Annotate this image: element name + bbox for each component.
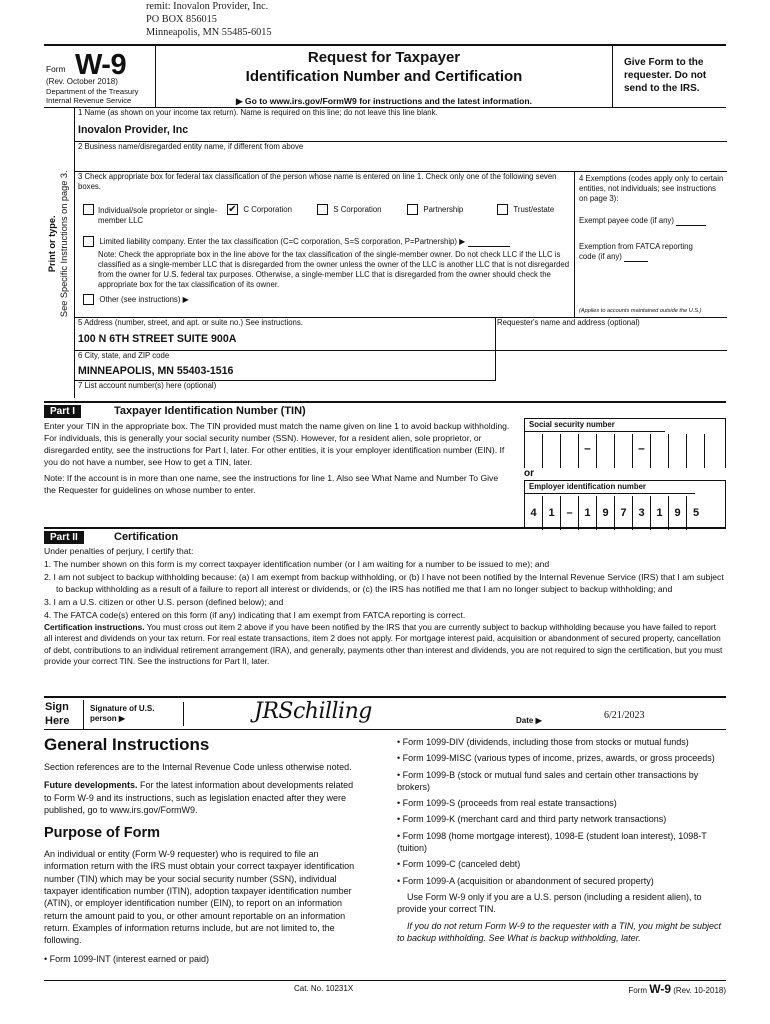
use-form-text: Use Form W-9 only if you are a U.S. person (including a resident alien), to provide your correct TIN.	[397, 891, 702, 915]
fatca-note: (Applies to accounts maintained outside the U.S.)	[579, 308, 702, 314]
ein-digit[interactable]: 9	[669, 496, 687, 530]
purpose-text: An individual or entity (Form W-9 requester) who is required to file an information return with the IRS must obtain your correct taxpayer identification number (TIN) which may be your social security number (SSN), individual taxpayer identification number (ITIN), adoption taxpayer identification number (ATIN), or employer identification number (EIN), to report on an information return the amount paid to you, or other amount reportable on an information return. Examples of information returns include, but are not limited to, the following.	[44, 849, 355, 946]
ssn-label: Social security number	[525, 419, 665, 432]
trust-option[interactable]	[497, 204, 554, 215]
section-references: Section references are to the Internal Revenue Code unless otherwise noted.	[44, 762, 352, 772]
or-label: or	[524, 468, 534, 479]
future-developments-bold: Future developments.	[44, 780, 138, 791]
llc-classification-input[interactable]	[468, 246, 510, 247]
tax-classification-area	[75, 172, 727, 318]
s-corp-label: S Corporation	[333, 205, 382, 214]
individual-option[interactable]	[83, 204, 94, 215]
form-bullet: • Form 1099-DIV (dividends, including those from stocks or mutual funds)	[397, 737, 689, 747]
part1-tag: Part I	[44, 405, 81, 418]
part1-title: Taxpayer Identification Number (TIN)	[114, 405, 306, 417]
part2-title: Certification	[114, 531, 179, 543]
side-label-text	[47, 123, 71, 365]
c-corp-option[interactable]	[227, 204, 292, 215]
ssn-cell[interactable]	[615, 434, 633, 468]
line5-label: 5 Address (number, street, and apt. or suite no.) See instructions.	[78, 318, 303, 327]
instructions-right-column	[397, 736, 727, 948]
remit-address	[146, 0, 272, 39]
ein-digit[interactable]: 4	[525, 496, 543, 530]
ssn-cells[interactable]	[525, 434, 723, 468]
llc-note: Note: Check the appropriate box in the line above for the tax classification of the single-member owner. Do not check LLC if the LLC is classified as a single-member LLC that is disregarded from the owner unless the owner of the LLC is another LLC that is not disregarded from the owner for U.S. federal tax purposes. Otherwise, a single-member LLC that is disregarded from the owner should check the appropriate box for the tax classification of its owner.	[98, 250, 570, 289]
backup-withholding-text: If you do not return Form W-9 to the requester with a TIN, you might be subject to backup withholding. See What is backup withholding, later.	[397, 920, 721, 943]
exempt-payee-input[interactable]	[676, 225, 706, 226]
trust-label: Trust/estate	[513, 205, 555, 214]
form-word: Form	[46, 64, 66, 74]
form-title-line1: Request for Taxpayer	[307, 49, 461, 66]
line1-label: 1 Name (as shown on your income tax return). Name is required on this line; do not leave this line blank.	[78, 108, 438, 117]
form-bullet: • Form 1099-K (merchant card and third party network transactions)	[397, 814, 667, 825]
side-label-rest: See Specific Instructions on page 3.	[59, 170, 69, 318]
ssn-cell[interactable]	[525, 434, 543, 468]
sign-here-label: Sign Here	[44, 700, 84, 730]
ein-label: Employer identification number	[525, 481, 695, 494]
part1-paragraph: Enter your TIN in the appropriate box. The TIN provided must match the name given on line 1 to avoid backup withholding. For individuals, this is generally your social security number (SSN). However, for a resident alien, sole proprietor, or disregarded entity, see the instructions for Part I, later. For other entities, it is your employer identification number (EIN). If you do not have a number, see How to get a TIN, later.	[44, 421, 510, 467]
partnership-option[interactable]	[407, 204, 463, 215]
exemptions-title: 4 Exemptions (codes apply only to certain entities, not individuals; see instructions on page 3):	[579, 174, 724, 203]
remit-line: PO BOX 856015	[146, 14, 217, 25]
date-value[interactable]: 6/21/2023	[604, 710, 645, 721]
signature-label: Signature of U.S. person ▶	[90, 704, 155, 723]
ein-digit[interactable]: 3	[633, 496, 651, 530]
give-form-note: Give Form to the requester. Do not send to the IRS.	[612, 46, 726, 107]
line3-classification	[75, 172, 575, 318]
llc-option[interactable]	[83, 236, 510, 247]
part1-note: Note: If the account is in more than one name, see the instructions for line 1. Also see What Name and Number To Give the Requester for guidelines on whose number to enter.	[44, 473, 499, 495]
form-id-block	[44, 46, 156, 107]
ein-digit[interactable]: 1	[579, 496, 597, 530]
part2-tag: Part II	[44, 531, 84, 544]
ssn-dash: –	[579, 434, 597, 468]
s-corp-checkbox[interactable]	[317, 204, 328, 215]
ein-cells[interactable]	[525, 496, 705, 530]
line6-value[interactable]: MINNEAPOLIS, MN 55403-1516	[78, 365, 234, 377]
ein-digit[interactable]: 1	[651, 496, 669, 530]
line7-account	[75, 381, 727, 398]
line4-exemptions	[575, 172, 727, 318]
part1-header	[44, 401, 726, 417]
line5-value[interactable]: 100 N 6TH STREET SUITE 900A	[78, 333, 237, 345]
other-option[interactable]	[83, 294, 189, 305]
ein-box	[524, 480, 726, 528]
department-line: Internal Revenue Service	[46, 96, 132, 105]
partnership-checkbox[interactable]	[407, 204, 418, 215]
requester-label: Requester's name and address (optional)	[497, 318, 640, 327]
line1-value[interactable]: Inovalon Provider, Inc	[78, 124, 189, 136]
form-title-line2: Identification Number and Certification	[245, 68, 523, 85]
ssn-cell[interactable]	[561, 434, 579, 468]
instructions-left-column	[44, 733, 362, 971]
individual-label: Individual/sole proprietor or single-member LLC	[98, 206, 218, 225]
line3-label: 3 Check appropriate box for federal tax classification of the person whose name is entered on line 1. Check only one of the following seven boxes.	[78, 172, 557, 191]
footer-form-name: W-9	[649, 982, 671, 996]
ein-digit[interactable]: 7	[615, 496, 633, 530]
ein-digit[interactable]: 9	[597, 496, 615, 530]
date-label: Date ▶	[516, 716, 542, 725]
fatca-label: Exemption from FATCA reporting code (if any)	[579, 242, 693, 261]
catalog-number: Cat. No. 10231X	[294, 984, 354, 993]
department	[46, 87, 138, 105]
ssn-box	[524, 418, 726, 468]
individual-checkbox[interactable]	[83, 204, 94, 215]
form-bullet: • Form 1099-S (proceeds from real estate transactions)	[397, 798, 617, 809]
cert-item: 4. The FATCA code(s) entered on this form (if any) indicating that I am exempt from FATCA reporting is correct.	[44, 610, 466, 620]
future-developments	[44, 779, 362, 816]
purpose-title: Purpose of Form	[44, 825, 161, 842]
footer-form-id	[628, 982, 726, 997]
fatca-row	[579, 242, 705, 262]
ssn-cell[interactable]	[669, 434, 687, 468]
ein-dash: –	[561, 496, 579, 530]
bullet-1099-int: • Form 1099-INT (interest earned or paid)	[44, 953, 210, 964]
other-checkbox[interactable]	[83, 294, 94, 305]
exempt-payee-label: Exempt payee code (if any)	[579, 216, 674, 225]
ssn-cell[interactable]	[543, 434, 561, 468]
form-revision: (Rev. October 2018)	[46, 77, 118, 86]
fatca-input[interactable]	[624, 261, 648, 262]
instructions-link-text: ▶ Go to www.irs.gov/FormW9 for instructions and the latest information.	[235, 96, 533, 106]
trust-checkbox[interactable]	[497, 204, 508, 215]
llc-checkbox[interactable]	[83, 236, 94, 247]
llc-label: Limited liability company. Enter the tax classification (C=C corporation, S=S corporation, P=Partnership) ▶	[99, 237, 466, 246]
cert-instructions-bold: Certification instructions.	[44, 622, 145, 632]
c-corp-label: C Corporation	[243, 205, 292, 214]
cert-item: 2. I am not subject to backup withholding because: (a) I am exempt from backup withholding, or (b) I have not been notified by the Internal Revenue Service (IRS) that I am subject to backup withholding as a result of a failure to report all interest or dividends, or (c) the IRS has notified me that I am no longer subject to backup withholding; and	[44, 572, 724, 594]
ein-digit[interactable]: 5	[692, 507, 700, 519]
c-corp-checkbox[interactable]: ✔	[228, 204, 237, 216]
form-bullet: • Form 1099-A (acquisition or abandonment of secured property)	[397, 875, 654, 886]
line6-label: 6 City, state, and ZIP code	[78, 351, 170, 360]
ssn-dash: –	[633, 434, 651, 468]
signature-field[interactable]: JRSchilling	[254, 699, 372, 724]
part2-header	[44, 527, 726, 543]
line6-city	[75, 351, 495, 381]
line2-label: 2 Business name/disregarded entity name, if different from above	[78, 142, 304, 151]
form-bullet: • Form 1098 (home mortgage interest), 1098-E (student loan interest), 1098-T (tuition)	[397, 830, 707, 854]
partnership-label: Partnership	[423, 205, 464, 214]
form-name: W-9	[75, 49, 127, 81]
certification-body	[44, 545, 726, 669]
ssn-cell[interactable]	[597, 434, 615, 468]
form-bullet: • Form 1099-B (stock or mutual fund sales and certain other transactions by brokers)	[397, 769, 699, 792]
cert-instructions	[44, 622, 726, 668]
ein-digit[interactable]: 1	[543, 496, 561, 530]
side-label-bold: Print or type.	[47, 215, 58, 273]
form-bullet: • Form 1099-MISC (various types of income, prizes, awards, or gross proceeds)	[397, 753, 715, 764]
ssn-cell[interactable]	[651, 434, 669, 468]
department-line: Department of the Treasury	[46, 87, 139, 96]
remit-line: remit: Inovalon Provider, Inc.	[146, 1, 269, 12]
cert-item: 1. The number shown on this form is my correct taxpayer identification number (or I am waiting for a number to be issued to me); and	[44, 559, 550, 569]
cert-instructions-text: You must cross out item 2 above if you have been notified by the IRS that you are currently subject to backup withholding because you have failed to report all interest and dividends on your tax return. For real estate transactions, item 2 does not apply. For mortgage interest paid, acquisition or abandonment of secured property, cancellation of debt, contributions to an individual retirement arrangement (IRA), and generally, payments other than interest and dividends, you are not required to sign the certification, but you must provide your correct TIN. See the instructions for Part II, later.	[44, 622, 723, 667]
form-bullet: • Form 1099-C (canceled debt)	[397, 859, 521, 870]
ssn-cell[interactable]	[687, 434, 705, 468]
footer-revision: (Rev. 10-2018)	[673, 986, 726, 995]
taxpayer-fields	[74, 108, 726, 398]
general-instructions-title: General Instructions	[44, 735, 210, 754]
cert-item: 3. I am a U.S. citizen or other U.S. person (defined below); and	[44, 597, 284, 607]
s-corp-option[interactable]	[317, 204, 382, 215]
line1-name	[75, 108, 727, 142]
page-footer	[44, 980, 726, 994]
form-title-block	[156, 46, 612, 107]
side-label	[44, 108, 74, 398]
line2-business-name	[75, 142, 727, 172]
exempt-payee-row	[579, 216, 725, 226]
footer-form-word: Form	[628, 986, 647, 995]
ssn-cell[interactable]	[705, 434, 723, 468]
part1-text	[44, 420, 512, 496]
other-label: Other (see instructions) ▶	[99, 295, 189, 304]
line7-label: 7 List account number(s) here (optional)	[78, 381, 217, 390]
form-header	[44, 44, 726, 108]
remit-line: Minneapolis, MN 55485-6015	[146, 27, 272, 38]
cert-intro: Under penalties of perjury, I certify that:	[44, 546, 194, 556]
future-developments-text: For the latest information about developments related to Form W-9 and its instructions, such as legislation enacted after they were published, go to www.irs.gov/FormW9.	[44, 780, 354, 815]
signature-section	[44, 696, 726, 730]
